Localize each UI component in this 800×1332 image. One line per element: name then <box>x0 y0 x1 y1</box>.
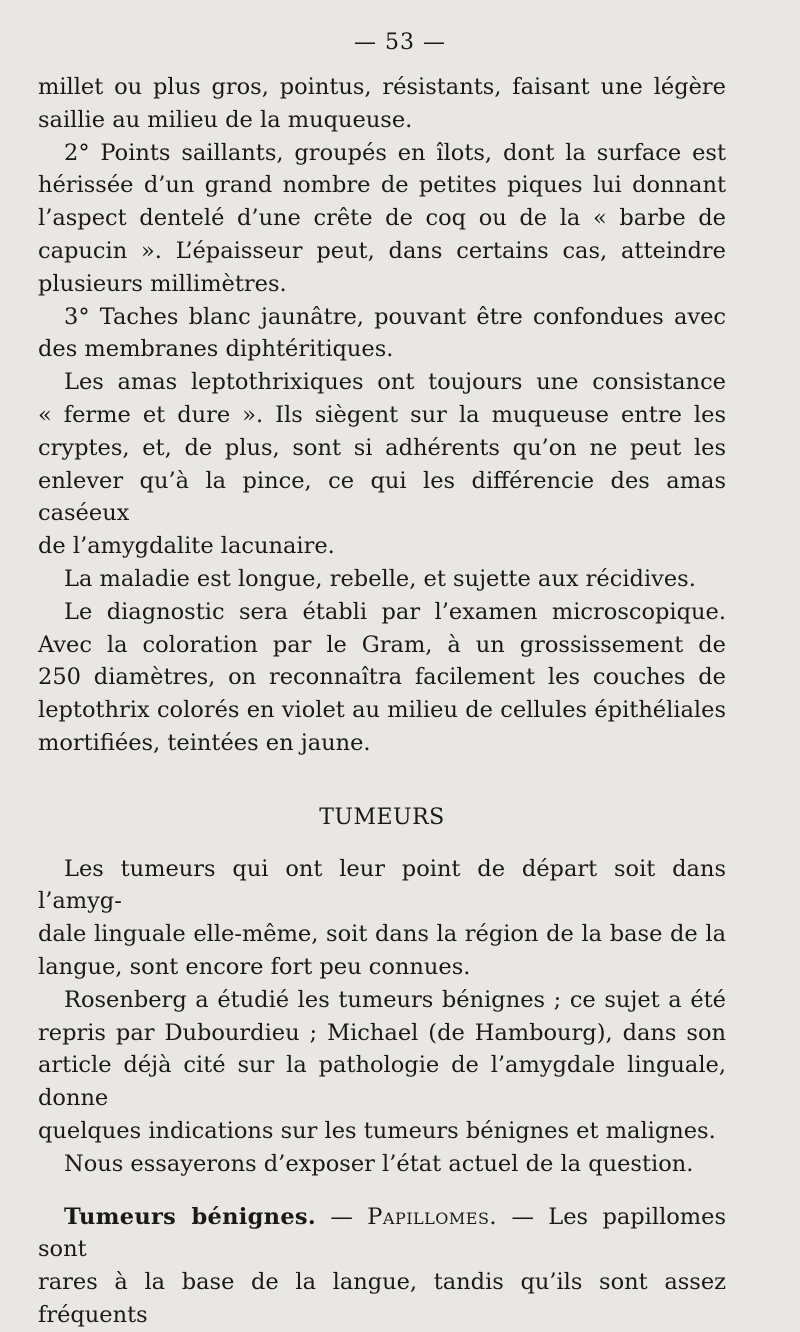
paragraph-block-1 <box>38 71 726 760</box>
text-line: enlever qu’à la pince, ce qui les différencie des amas caséeux <box>38 467 726 527</box>
text-line: 2° Points saillants, groupés en îlots, dont la surface est <box>64 139 726 166</box>
text-line: leptothrix colorés en violet au milieu de cellules épithéliales <box>38 697 726 724</box>
text-line: Le diagnostic sera établi par l’examen microscopique. <box>64 598 726 625</box>
page-number: — 53 — <box>354 30 446 55</box>
text-line: Rosenberg a étudié les tumeurs bénignes ; ce sujet a été <box>64 986 726 1013</box>
text-line: millet ou plus gros, pointus, résistants, faisant une légère <box>38 74 726 100</box>
dash: — <box>316 1203 368 1230</box>
final-paragraph-line-2: rares à la base de la langue, tandis qu’ils sont assez fréquents <box>38 1269 726 1328</box>
text-line: Les amas leptothrixiques ont toujours une consistance <box>64 369 726 396</box>
text-line: mortifiées, teintées en jaune. <box>38 729 371 756</box>
paragraph-block-2 <box>38 853 726 1181</box>
text-line: « ferme et dure ». Ils siègent sur la muqueuse entre les <box>38 401 726 428</box>
text-line: capucin ». L’épaisseur peut, dans certains cas, atteindre <box>38 237 726 264</box>
text-line: Les tumeurs qui ont leur point de départ soit dans l’amyg- <box>38 855 726 915</box>
text-line: des membranes diphtéritiques. <box>38 336 394 363</box>
text-line: La maladie est longue, rebelle, et sujette aux récidives. <box>64 565 696 592</box>
text-line: langue, sont encore fort peu connues. <box>38 953 471 980</box>
text-line: de l’amygdalite lacunaire. <box>38 533 335 560</box>
body-text <box>38 71 726 1332</box>
text-line: Avec la coloration par le Gram, à un grossissement de <box>38 631 726 658</box>
text-line: Nous essayerons d’exposer l’état actuel de la question. <box>64 1150 694 1177</box>
text-line: quelques indications sur les tumeurs bénignes et malignes. <box>38 1117 716 1144</box>
text-line: article déjà cité sur la pathologie de l’amygdale linguale, donne <box>38 1052 726 1112</box>
text-line: dale linguale elle-même, soit dans la région de la base de la <box>38 921 726 948</box>
final-paragraph-line-1 <box>38 1201 726 1267</box>
text-line: cryptes, et, de plus, sont si adhérents qu’on ne peut les <box>38 434 726 461</box>
text-line: saillie au milieu de la muqueuse. <box>38 106 413 133</box>
section-title: TUMEURS <box>319 804 445 830</box>
subheading-smallcaps: Papillomes. <box>367 1203 498 1230</box>
text-line: l’aspect dentelé d’une crête de coq ou de la « barbe de <box>38 205 726 232</box>
text-line: 250 diamètres, on reconnaîtra facilement les couches de <box>38 664 726 691</box>
runin-rest: — Les papillomes sont <box>38 1203 727 1263</box>
text-line: plusieurs millimètres. <box>38 270 287 297</box>
runin-heading: Tumeurs bénignes. <box>64 1203 317 1230</box>
text-line: 3° Taches blanc jaunâtre, pouvant être confondues avec <box>64 303 726 330</box>
text-line: repris par Dubourdieu ; Michael (de Hambourg), dans son <box>38 1019 726 1046</box>
text-line: hérissée d’un grand nombre de petites piques lui donnant <box>38 172 726 199</box>
